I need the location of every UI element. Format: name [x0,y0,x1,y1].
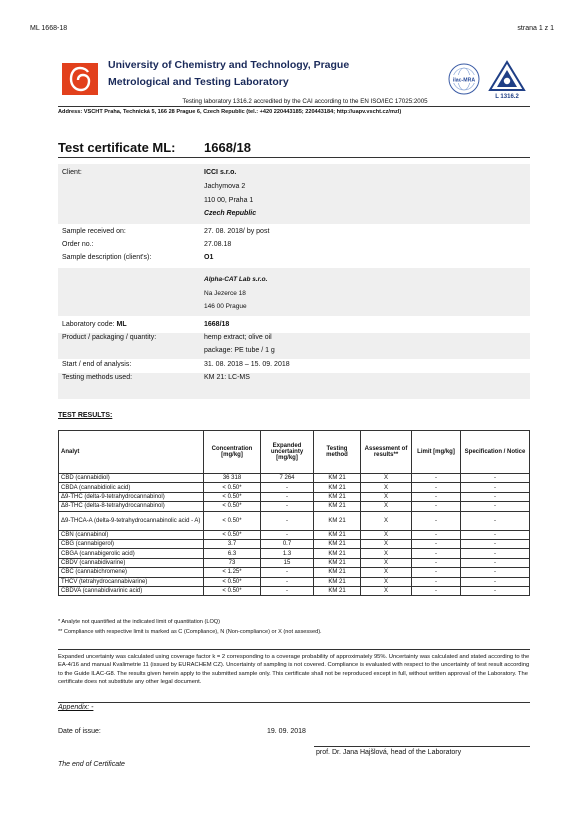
result-cell: X [361,511,412,530]
table-row [59,502,530,511]
result-cell: X [361,558,412,567]
result-cell: - [461,568,530,577]
result-cell: 6.3 [204,549,261,558]
result-cell: - [461,586,530,595]
result-cell: - [461,558,530,567]
table-row [59,511,530,530]
analyte-cell: CBDA (cannabidiolic acid) [59,483,204,492]
result-cell: - [412,492,461,501]
table-row [59,474,530,483]
ilac-logo [447,62,481,96]
result-cell: - [412,530,461,539]
result-cell: - [412,502,461,511]
result-cell: X [361,539,412,548]
analyte-cell: Δ8-THC (delta-8-tetrahydrocannabinol) [59,502,204,511]
methods-label: Testing methods used: [62,374,133,381]
result-cell: - [461,492,530,501]
result-cell: - [412,558,461,567]
result-cell: - [412,577,461,586]
certificate-number: 1668/18 [204,140,251,155]
result-cell: - [412,549,461,558]
sample-desc-value: O1 [204,254,214,261]
sample-lab-street: Na Jezerce 18 [204,290,246,297]
result-cell: - [461,530,530,539]
received-label: Sample received on: [62,228,126,235]
uncertainty-statement: Expanded uncertainty was calculated using coverage factor k = 2 corresponding to a coverage probability of approximately 95%. Uncertainty was calculated and stated according to the EA-4/16 and manual Kvalimetrie 11 (issued by EURACHEM CZ). Uncertainty of sampling is not covered. Compliance is evaluated with respect to the uncertainty of test result according to the Guide ILAC-G8. The results given herein apply to the submitted sample only. This certificate shall not be reproduced except in full, without written approval of the Laboratory. The certificate does not substitute any other legal document. [58,654,530,685]
result-cell: - [461,511,530,530]
sample-desc-label: Sample description (client's): [62,254,152,261]
col-uncertainty: Expanded uncertainty [mg/kg] [261,431,314,474]
result-cell: X [361,568,412,577]
result-cell: KM 21 [314,474,361,483]
result-cell: X [361,502,412,511]
result-cell: KM 21 [314,539,361,548]
analyte-cell: THCV (tetrahydrocannabivarine) [59,577,204,586]
page-number: strana 1 z 1 [517,25,554,32]
result-cell: KM 21 [314,577,361,586]
result-cell: - [412,511,461,530]
result-cell: - [461,539,530,548]
accreditation-line: Testing laboratory 1316.2 accredited by the CAI according to the EN ISO/IEC 17025:2005 [182,98,428,105]
result-cell: < 0.50* [204,577,261,586]
svg-text:ilac-MRA: ilac-MRA [452,77,476,84]
table-row [59,558,530,567]
col-method: Testing method [314,431,361,474]
sample-lab-section [58,268,530,316]
result-cell: KM 21 [314,483,361,492]
sample-lab-city: 146 00 Prague [204,303,247,310]
laboratory-name: Metrological and Testing Laboratory [108,76,289,88]
col-analyt: Analyt [59,431,204,474]
client-country: Czech Republic [204,210,257,217]
analyte-cell: Δ9-THC (delta-9-tetrahydrocannabinol) [59,492,204,501]
sample-lab-name: Alpha-CAT Lab s.r.o. [204,276,268,283]
appendix: Appendix: - [58,704,94,711]
result-cell: 73 [204,558,261,567]
received-value: 27. 08. 2018/ by post [204,228,270,235]
university-logo [62,63,98,95]
university-name: University of Chemistry and Technology, Prague [108,59,350,71]
table-row [59,577,530,586]
result-cell: < 0.50* [204,502,261,511]
appendix-divider [58,702,530,703]
col-concentration: Concentration [mg/kg] [204,431,261,474]
result-cell: - [461,483,530,492]
result-cell: < 0.50* [204,530,261,539]
col-limit: Limit [mg/kg] [412,431,461,474]
analyte-cell: CBN (cannabinol) [59,530,204,539]
result-cell: X [361,474,412,483]
order-label: Order no.: [62,241,94,248]
result-cell: < 0.50* [204,586,261,595]
result-cell: < 1.25* [204,568,261,577]
analyte-cell: CBGA (cannabigerolic acid) [59,549,204,558]
footer-divider [58,649,530,650]
signatory: prof. Dr. Jana Hajšlová, head of the Laboratory [316,749,462,756]
result-cell: - [261,492,314,501]
result-cell: - [261,586,314,595]
result-cell: - [461,577,530,586]
result-cell: X [361,492,412,501]
header-divider [58,106,530,107]
analyte-cell: CBDV (cannabidivarine) [59,558,204,567]
svg-text:L 1316.2: L 1316.2 [495,94,519,100]
cai-logo [486,60,528,100]
table-row [59,549,530,558]
result-cell: KM 21 [314,568,361,577]
result-cell: - [461,502,530,511]
product-value: hemp extract; olive oil [204,334,272,341]
results-header-row [59,431,530,474]
col-assessment: Assessment of results** [361,431,412,474]
result-cell: KM 21 [314,549,361,558]
analyte-cell: CBC (cannabichromene) [59,568,204,577]
result-cell: X [361,530,412,539]
certificate-title: Test certificate ML: [58,140,176,155]
result-cell: < 0.50* [204,492,261,501]
title-divider [58,157,530,158]
result-cell: KM 21 [314,586,361,595]
result-cell: 3.7 [204,539,261,548]
signature-line [314,746,530,747]
result-cell: < 0.50* [204,483,261,492]
lab-code-label: Laboratory code: ML [62,321,127,328]
table-row [59,530,530,539]
analyte-cell: Δ9-THCA-A (delta-9-tetrahydrocannabinolic acid - A) [59,511,204,530]
analysis-label: Start / end of analysis: [62,361,132,368]
result-cell: 0.7 [261,539,314,548]
result-cell: - [261,530,314,539]
result-cell: KM 21 [314,511,361,530]
client-label: Client: [62,169,82,176]
analysis-value: 31. 08. 2018 – 15. 09. 2018 [204,361,290,368]
table-row [59,483,530,492]
result-cell: - [412,568,461,577]
packaging-value: package: PE tube / 1 g [204,347,275,354]
result-cell: 36 318 [204,474,261,483]
lab-code-value: 1668/18 [204,321,230,328]
end-of-certificate: The end of Certificate [58,761,125,768]
result-cell: - [412,474,461,483]
date-of-issue-label: Date of issue: [58,728,101,735]
result-cell: 1.3 [261,549,314,558]
table-row [59,539,530,548]
client-name: ICCI s.r.o. [204,169,237,176]
result-cell: X [361,549,412,558]
result-cell: - [261,568,314,577]
result-cell: - [412,539,461,548]
col-specification: Specification / Notice [461,431,530,474]
result-cell: - [461,549,530,558]
result-cell: - [461,474,530,483]
analyte-cell: CBD (cannabidiol) [59,474,204,483]
flask-icon [62,63,98,95]
client-city: 110 00, Praha 1 [204,197,254,204]
result-cell: - [412,586,461,595]
analyte-cell: CBDVA (cannabidivarinic acid) [59,586,204,595]
note-compliance: ** Compliance with respective limit is marked as C (Compliance), N (Non-compliance) or X (not assessed). [58,629,322,635]
result-cell: - [261,577,314,586]
client-section [58,164,530,224]
date-of-issue-value: 19. 09. 2018 [267,728,306,735]
result-cell: KM 21 [314,502,361,511]
test-results-heading: TEST RESULTS: [58,412,113,419]
result-cell: KM 21 [314,530,361,539]
methods-value: KM 21: LC-MS [204,374,250,381]
result-cell: - [261,511,314,530]
result-cell: 15 [261,558,314,567]
result-cell: X [361,483,412,492]
address-line: Address: VSCHT Praha, Technická 5, 166 28 Prague 6, Czech Republic (tel.: +420 220443185; 220443184; http://uapv.vscht.cz/mzl) [58,109,402,115]
product-label: Product / packaging / quantity: [62,334,157,341]
note-loq: * Analyte not quantified at the indicated limit of quantitation (LOQ) [58,619,221,625]
result-cell: X [361,577,412,586]
table-row [59,586,530,595]
table-row [59,568,530,577]
result-cell: < 0.50* [204,511,261,530]
order-value: 27.08.18 [204,241,232,248]
client-street: Jachymova 2 [204,183,246,190]
result-cell: - [261,502,314,511]
results-table [58,430,530,596]
document-id: ML 1668-18 [30,25,68,32]
result-cell: 7 264 [261,474,314,483]
result-cell: KM 21 [314,558,361,567]
analyte-cell: CBG (cannabigerol) [59,539,204,548]
table-row [59,492,530,501]
result-cell: - [261,483,314,492]
result-cell: X [361,586,412,595]
result-cell: - [412,483,461,492]
result-cell: KM 21 [314,492,361,501]
